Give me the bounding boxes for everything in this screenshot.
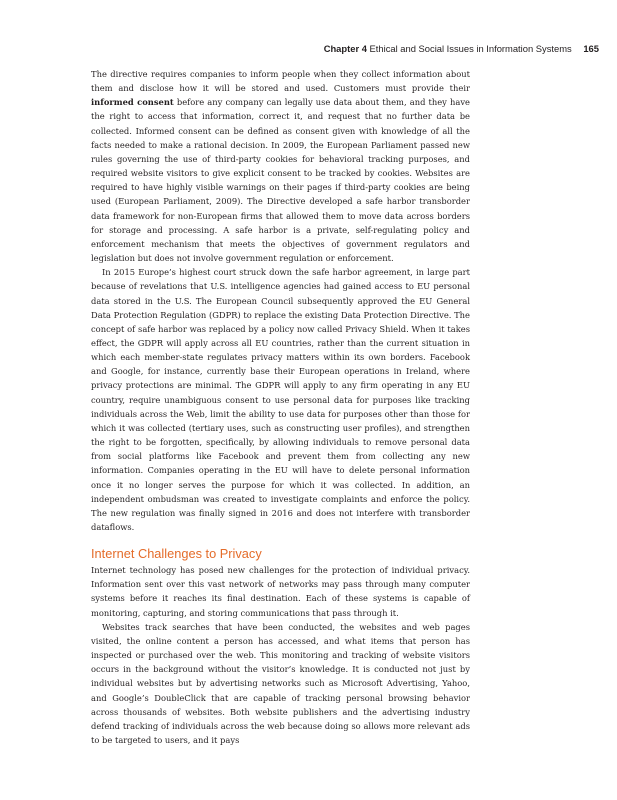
paragraph-text: The directive requires companies to inform people when they collect information about them and disclose how it will be stored and used. Customers must provide their [91, 69, 470, 94]
paragraph-website-tracking: Websites track searches that have been conducted, the websites and web pages visited, the online content a person has accessed, and what items that person has inspected or purchased over the web. This monitoring and tracking of website visitors occurs in the background without the visitor’s knowledge. It is conducted not just by individual websites but by advertising networks such as Microsoft Advertising, Yahoo, and Google’s DoubleClick that are capable of tracking personal browsing behavior across thousands of websites. Both website publishers and the advertising industry defend tracking of individuals across the web because doing so allows more relevant ads to be targeted to users, and it pays [91, 621, 470, 746]
chapter-label: Chapter 4 [323, 43, 367, 54]
key-term-informed-consent: informed consent [91, 97, 174, 108]
body-text [91, 67, 470, 747]
paragraph-directive [91, 67, 470, 265]
page-number: 165 [583, 43, 599, 54]
chapter-title: Ethical and Social Issues in Information Systems [369, 43, 572, 54]
paragraph-gdpr: In 2015 Europe’s highest court struck down the safe harbor agreement, in large part because of revelations that U.S. intelligence agencies had gained access to EU personal data stored in the U.S. The European Council subsequently approved the EU General Data Protection Regulation (GDPR) to replace the existing Data Protection Directive. The concept of safe harbor was replaced by a policy now called Privacy Shield. When it takes effect, the GDPR will apply across all EU countries, rather than the current situation in which each member-state regulates privacy matters within its own borders. Facebook and Google, for instance, currently base their European operations in Ireland, where privacy protections are minimal. The GDPR will apply to any firm operating in any EU country, require unambiguous consent to use personal data for purposes like tracking individuals across the Web, limit the ability to use data for purposes other than those for which it was collected (tertiary uses, such as constructing user profiles), and strengthen the right to be forgotten, specifically, by allowing individuals to remove personal data from social platforms like Facebook and prevent them from collecting any new information. Companies operating in the EU will have to delete personal information once it no longer serves the purpose for which it was collected. In addition, an independent ombudsman was created to investigate complaints and enforce the policy. The new regulation was finally signed in 2016 and does not interfere with transborder dataflows. [91, 267, 470, 532]
paragraph-internet-challenges: Internet technology has posed new challenges for the protection of individual privacy. Information sent over this vast network of networks may pass through many computer systems before it reaches its final destination. Each of these systems is capable of monitoring, capturing, and storing communications that pass through it. [91, 565, 470, 618]
section-heading: Internet Challenges to Privacy [91, 546, 262, 562]
running-header [0, 43, 599, 54]
paragraph-text: before any company can legally use data about them, and they have the right to access that information, correct it, and request that no further data be collected. Informed consent can be defined as consent given with knowledge of all the facts needed to make a rational decision. In 2009, the European Parliament passed new rules governing the use of third-party cookies for behavioral tracking purposes, and required website visitors to give explicit consent to be tracked by cookies. Websites are required to have highly visible warnings on their pages if third-party cookies are being used (European Parliament, 2009). The Directive developed a safe harbor transborder data framework for non-European firms that allowed them to move data across borders for storage and processing. A safe harbor is a private, self-regulating policy and enforcement mechanism that meets the objectives of government regulators and legislation but does not involve government regulation or enforcement. [91, 97, 470, 264]
